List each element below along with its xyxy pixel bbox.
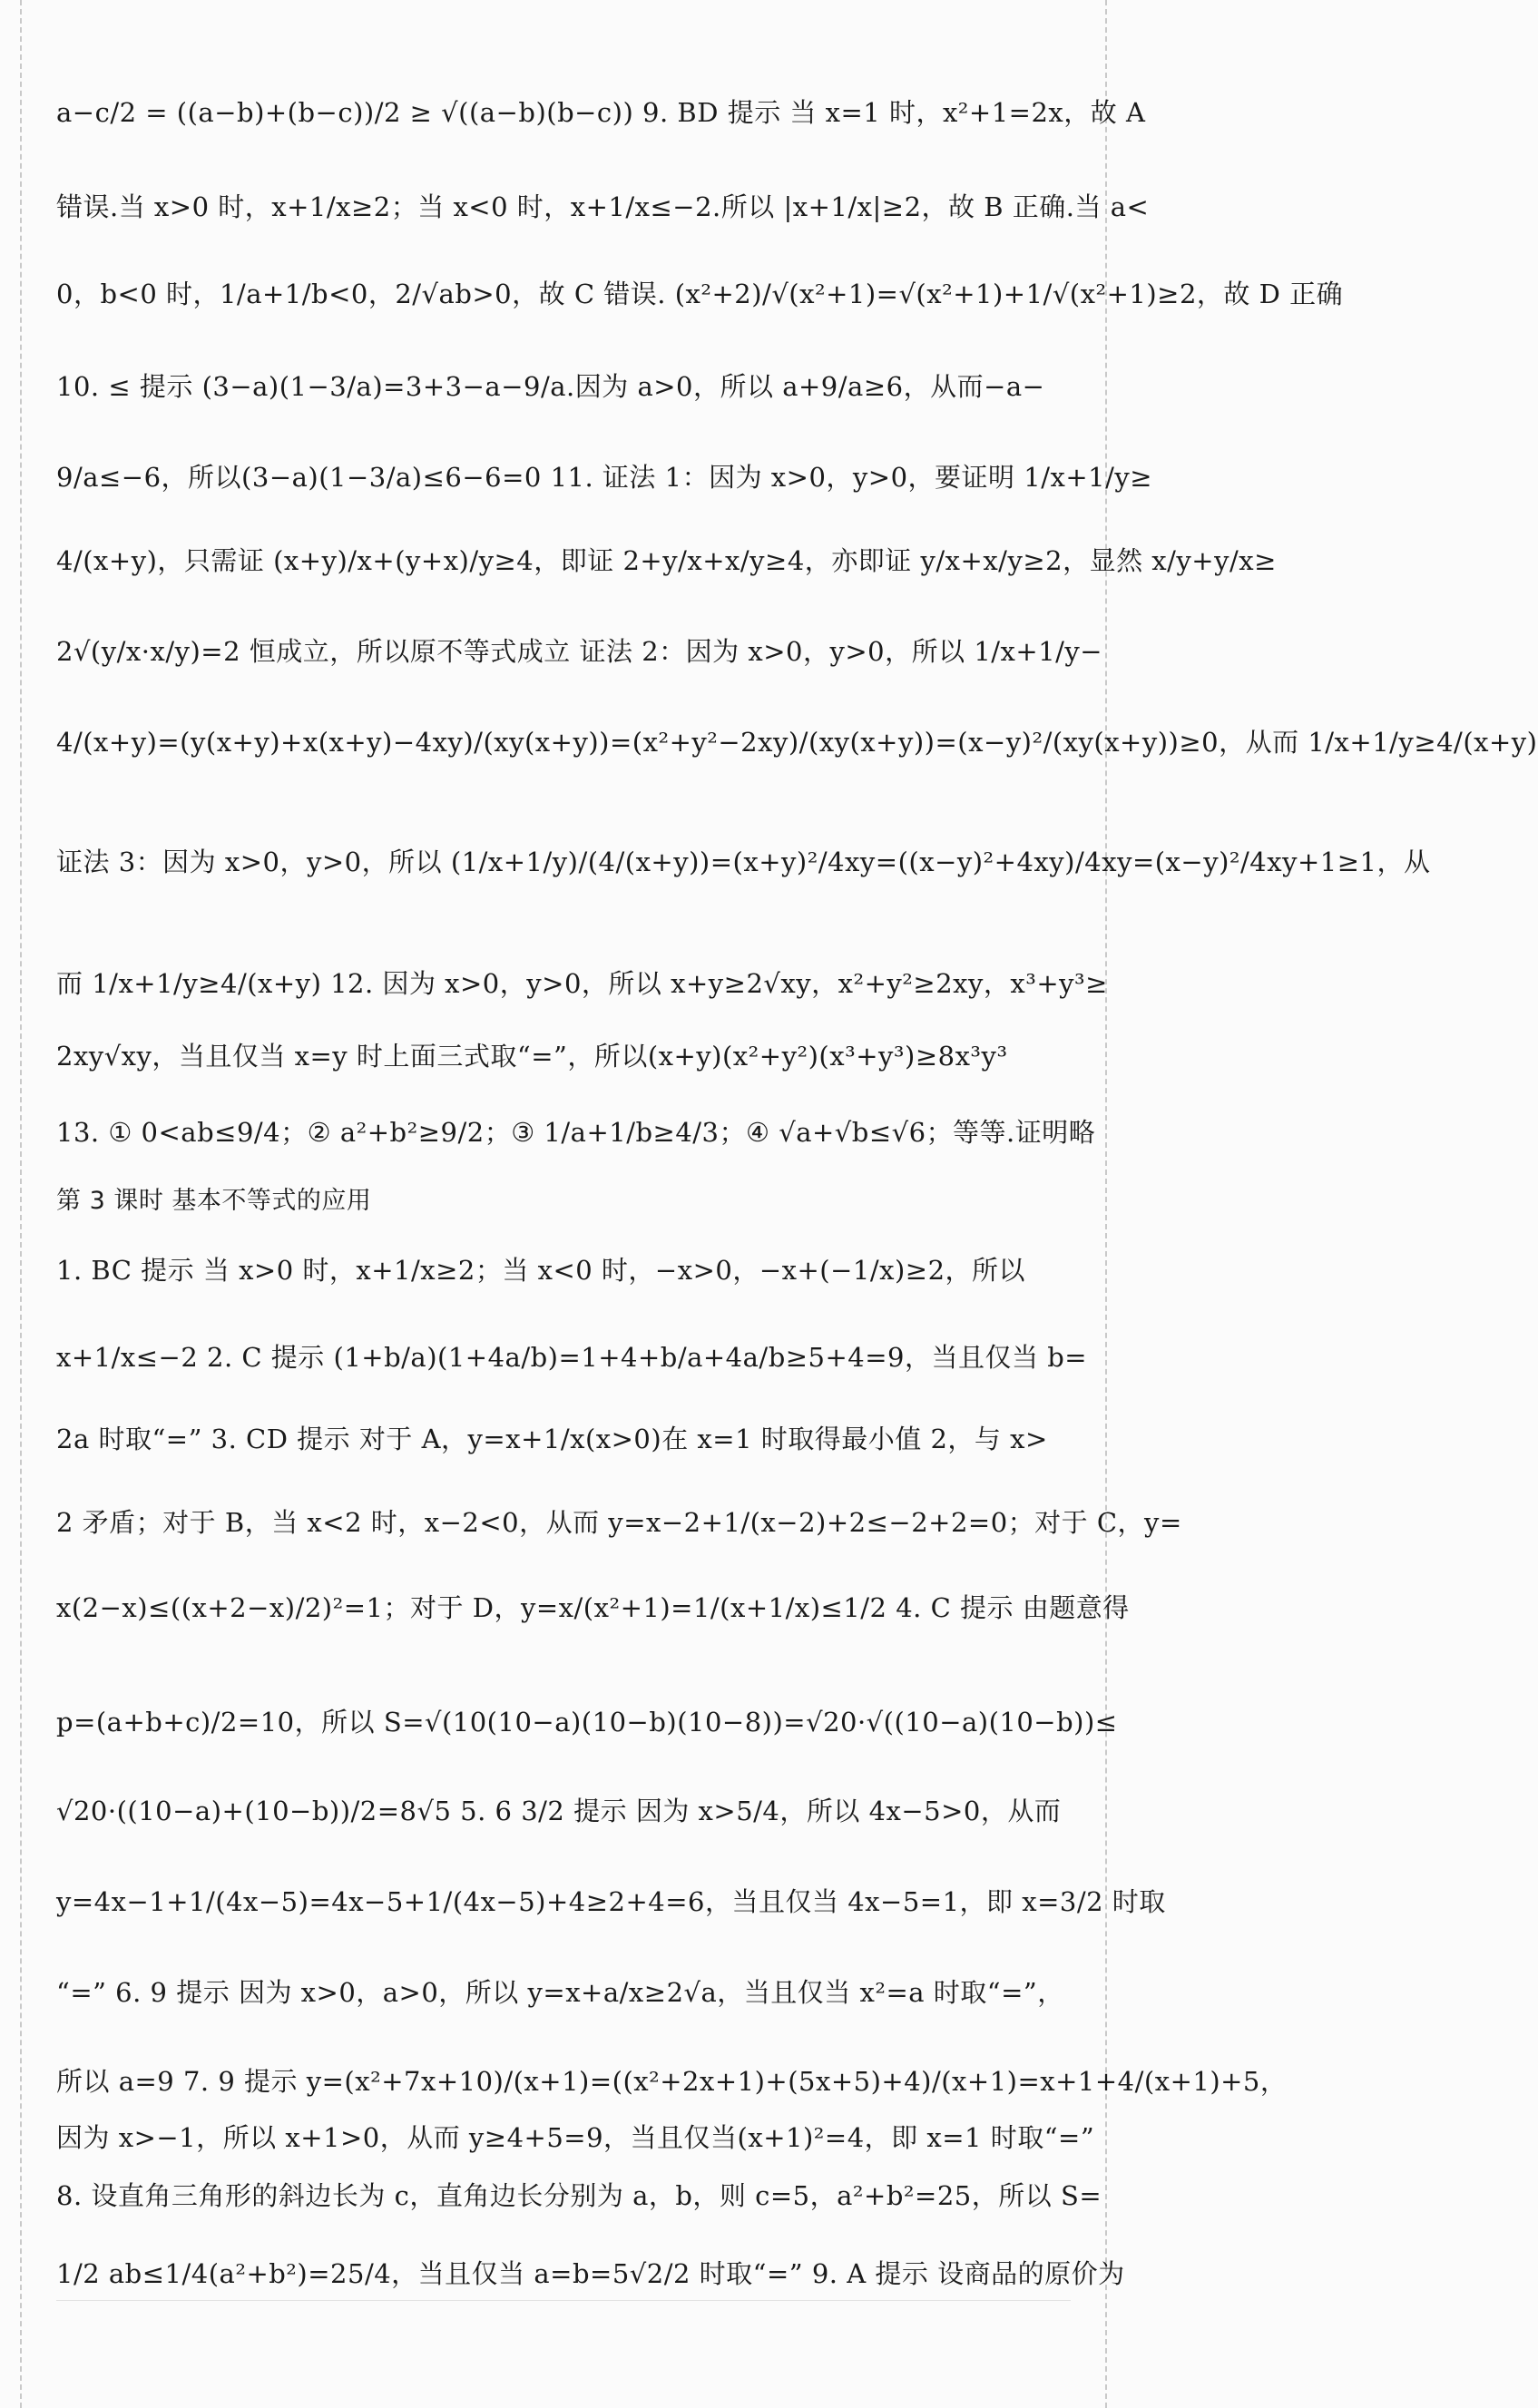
- text-line: 所以 a=9 7. 9 提示 y=(x²+7x+10)/(x+1)=((x²+2x+1)+(5x+5)+4)/(x+1)=x+1+4/(x+1)+5，: [56, 2066, 1288, 2097]
- right-dashed-border: [1105, 0, 1107, 2408]
- text-line: 2√(y/x·x/y)=2 恒成立，所以原不等式成立 证法 2：因为 x>0，y>0，所以 1/x+1/y−: [56, 636, 1103, 667]
- text-line: x(2−x)≤((x+2−x)/2)²=1；对于 D，y=x/(x²+1)=1/(x+1/x)≤1/2 4. C 提示 由题意得: [56, 1592, 1130, 1623]
- text-line: 0，b<0 时，1/a+1/b<0，2/√ab>0，故 C 错误. (x²+2)/√(x²+1)=√(x²+1)+1/√(x²+1)≥2，故 D 正确: [56, 279, 1344, 309]
- text-line: 4/(x+y)，只需证 (x+y)/x+(y+x)/y≥4，即证 2+y/x+x/y≥4，亦即证 y/x+x/y≥2，显然 x/y+y/x≥: [56, 545, 1277, 576]
- text-line: 8. 设直角三角形的斜边长为 c，直角边长分别为 a，b，则 c=5，a²+b²=25，所以 S=: [56, 2180, 1102, 2211]
- text-line: a−c/2 = ((a−b)+(b−c))/2 ≥ √((a−b)(b−c)) 9. BD 提示 当 x=1 时，x²+1=2x，故 A: [56, 97, 1146, 128]
- text-line: 13. ① 0<ab≤9/4；② a²+b²≥9/2；③ 1/a+1/b≥4/3；④ √a+√b≤√6；等等.证明略: [56, 1117, 1096, 1148]
- text-line: 2 矛盾；对于 B，当 x<2 时，x−2<0，从而 y=x−2+1/(x−2)+2≤−2+2=0；对于 C，y=: [56, 1507, 1182, 1538]
- text-line: √20·((10−a)+(10−b))/2=8√5 5. 6 3/2 提示 因为 x>5/4，所以 4x−5>0，从而: [56, 1796, 1062, 1826]
- text-line: 2xy√xy，当且仅当 x=y 时上面三式取“=”，所以(x+y)(x²+y²)(x³+y³)≥8x³y³: [56, 1041, 1008, 1072]
- text-line: p=(a+b+c)/2=10，所以 S=√(10(10−a)(10−b)(10−8))=√20·√((10−a)(10−b))≤: [56, 1707, 1118, 1737]
- bottom-rule: [56, 2300, 1071, 2301]
- text-line: 错误.当 x>0 时，x+1/x≥2；当 x<0 时，x+1/x≤−2.所以 |x+1/x|≥2，故 B 正确.当 a<: [56, 191, 1150, 222]
- text-line: 证法 3：因为 x>0，y>0，所以 (1/x+1/y)/(4/(x+y))=(x+y)²/4xy=((x−y)²+4xy)/4xy=(x−y)²/4xy+1≥1，从: [56, 847, 1431, 877]
- text-line: 1/2 ab≤1/4(a²+b²)=25/4，当且仅当 a=b=5√2/2 时取“=” 9. A 提示 设商品的原价为: [56, 2258, 1125, 2289]
- left-dashed-border: [20, 0, 22, 2408]
- text-line: 而 1/x+1/y≥4/(x+y) 12. 因为 x>0，y>0，所以 x+y≥2√xy，x²+y²≥2xy，x³+y³≥: [56, 968, 1108, 999]
- text-line: 10. ≤ 提示 (3−a)(1−3/a)=3+3−a−9/a.因为 a>0，所以 a+9/a≥6，从而−a−: [56, 371, 1045, 402]
- text-line: 因为 x>−1，所以 x+1>0，从而 y≥4+5=9，当且仅当(x+1)²=4，即 x=1 时取“=”: [56, 2122, 1095, 2153]
- text-line: 9/a≤−6，所以(3−a)(1−3/a)≤6−6=0 11. 证法 1：因为 x>0，y>0，要证明 1/x+1/y≥: [56, 462, 1153, 493]
- text-line: y=4x−1+1/(4x−5)=4x−5+1/(4x−5)+4≥2+4=6，当且仅当 4x−5=1，即 x=3/2 时取: [56, 1886, 1166, 1917]
- text-line: “=” 6. 9 提示 因为 x>0，a>0，所以 y=x+a/x≥2√a，当且仅当 x²=a 时取“=”，: [56, 1977, 1064, 2008]
- text-line: 2a 时取“=” 3. CD 提示 对于 A，y=x+1/x(x>0)在 x=1 时取得最小值 2，与 x>: [56, 1424, 1048, 1454]
- text-line: 4/(x+y)=(y(x+y)+x(x+y)−4xy)/(xy(x+y))=(x²+y²−2xy)/(xy(x+y))=(x−y)²/(xy(x+y))≥0，从而 1/x+1/y≥4/(x+y): [56, 727, 1538, 758]
- text-line: 1. BC 提示 当 x>0 时，x+1/x≥2；当 x<0 时，−x>0，−x+(−1/x)≥2，所以: [56, 1255, 1026, 1286]
- section-heading: 第 3 课时 基本不等式的应用: [56, 1187, 372, 1215]
- text-line: x+1/x≤−2 2. C 提示 (1+b/a)(1+4a/b)=1+4+b/a+4a/b≥5+4=9，当且仅当 b=: [56, 1342, 1088, 1373]
